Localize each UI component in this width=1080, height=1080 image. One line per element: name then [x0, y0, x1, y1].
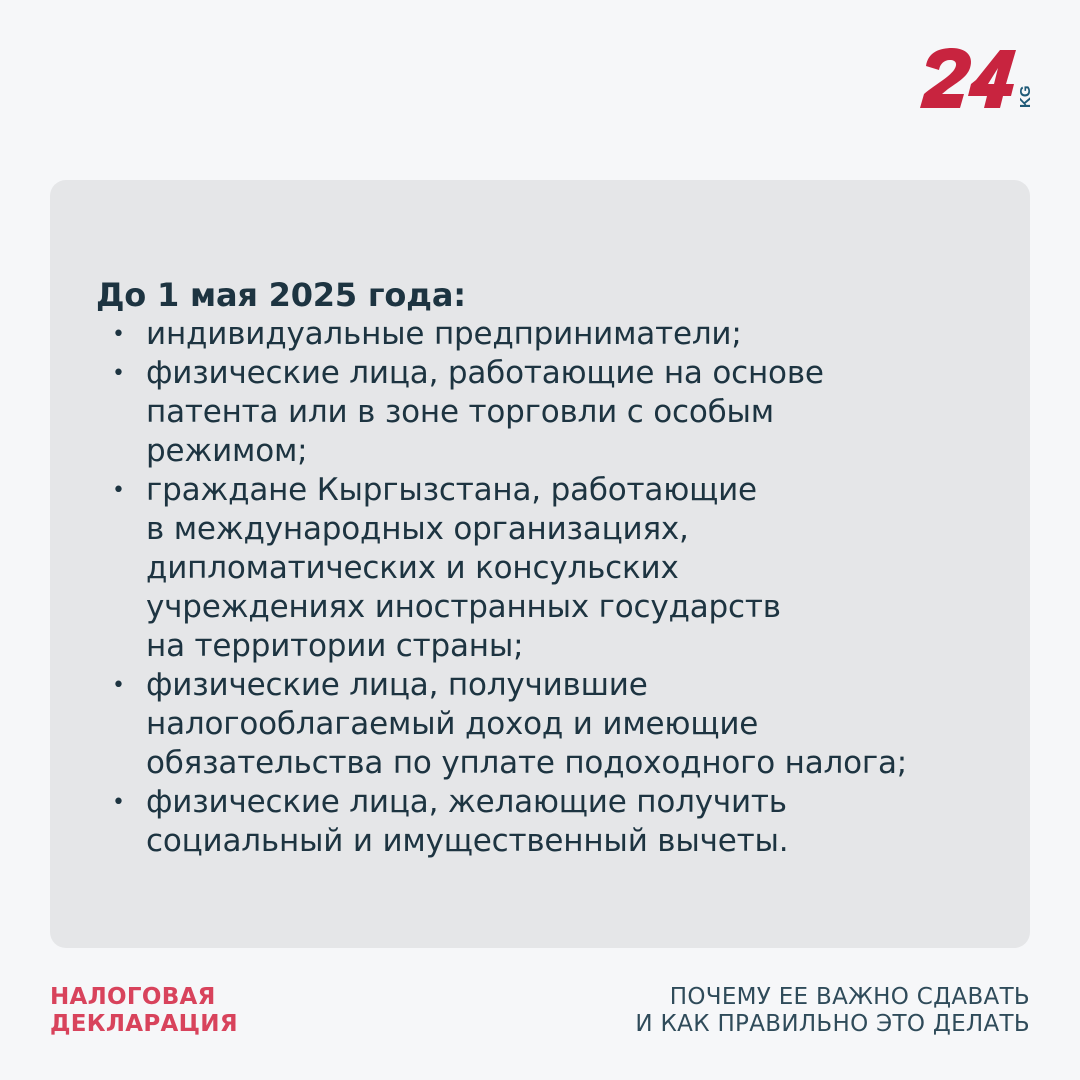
list-item [96, 315, 1006, 354]
list-item-line: патента или в зоне торговли с особым [146, 394, 774, 430]
list-item-line: налогооблагаемый доход и имеющие [146, 706, 759, 742]
bullet-icon: • [112, 478, 125, 503]
list-item-line: обязательства по уплате подоходного налога; [146, 745, 908, 781]
card-heading: До 1 мая 2025 года: [96, 276, 466, 314]
list-item-line: режимом; [146, 433, 308, 469]
footer-right-line: ПОЧЕМУ ЕЕ ВАЖНО СДАВАТЬ [669, 984, 1030, 1010]
list-item [96, 471, 1006, 666]
list-item-line: физические лица, получившие [146, 667, 648, 703]
bullet-icon: • [112, 673, 125, 698]
list-item-line: на территории страны; [146, 628, 524, 664]
list-item-line: дипломатических и консульских [146, 550, 679, 586]
bullet-icon: • [112, 790, 125, 815]
list-item-line: граждане Кыргызстана, работающие [146, 472, 757, 508]
list-item [96, 783, 1006, 861]
list-item-line: в международных организациях, [146, 511, 689, 547]
footer-left-line: НАЛОГОВАЯ [50, 984, 216, 1010]
list-item-line: физические лица, работающие на основе [146, 355, 824, 391]
list-item-line: учреждениях иностранных государств [146, 589, 781, 625]
footer-left-line: ДЕКЛАРАЦИЯ [50, 1011, 238, 1037]
bullet-icon: • [112, 322, 125, 347]
list-item [96, 354, 1006, 471]
content-card [50, 180, 1030, 948]
card-content [96, 276, 1006, 861]
eligibility-list [96, 315, 1006, 861]
footer-series-title [50, 984, 238, 1038]
bullet-icon: • [112, 361, 125, 386]
list-item [96, 666, 1006, 783]
footer-subtitle [635, 984, 1030, 1038]
logo-24kg-icon [918, 44, 1036, 116]
list-item-line: физические лица, желающие получить [146, 784, 787, 820]
footer-right-line: И КАК ПРАВИЛЬНО ЭТО ДЕЛАТЬ [635, 1011, 1030, 1037]
list-item-line: социальный и имущественный вычеты. [146, 823, 789, 859]
brand-logo [918, 44, 1036, 116]
list-item-line: индивидуальные предприниматели; [146, 316, 742, 352]
logo-suffix: KG [1017, 85, 1034, 108]
